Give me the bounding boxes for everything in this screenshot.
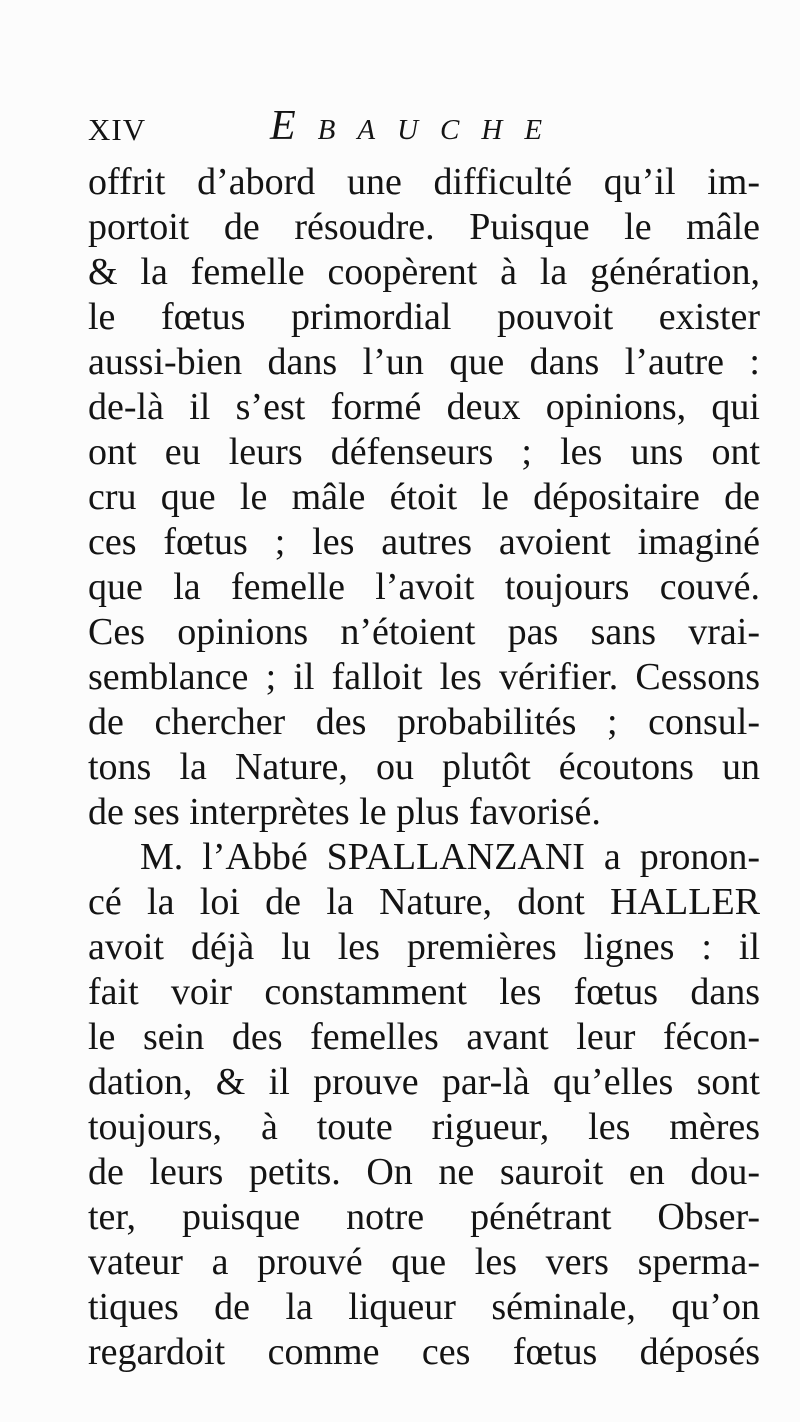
running-title-rest: BAUCHE [317,114,565,146]
text-line: semblance ; il falloit les vérifier. Cessons [88,656,760,698]
text-line: toujours, à toute rigueur, les mères [88,1106,760,1148]
text-line: le fœtus primordial pouvoit exister [88,296,760,338]
text-line: cé la loi de la Nature, dont HALLER [88,881,760,923]
text-line: aussi-bien dans l’un que dans l’autre : [88,341,760,383]
text-line: regardoit comme ces fœtus déposés [88,1331,760,1373]
text-line: offrit d’abord une difficulté qu’il im- [88,161,760,203]
running-header [88,98,778,158]
running-title-initial: E [270,103,318,149]
text-line: cru que le mâle étoit le dépositaire de [88,476,760,518]
text-line: que la femelle l’avoit toujours couvé. [88,566,760,608]
text-line: ter, puisque notre pénétrant Obser- [88,1196,760,1238]
text-line: de leurs petits. On ne sauroit en dou- [88,1151,760,1193]
running-title [270,102,564,150]
text-line: le sein des femelles avant leur fécon- [88,1016,760,1058]
text-line: vateur a prouvé que les vers sperma- [88,1241,760,1283]
text-line: de-là il s’est formé deux opinions, qui [88,386,760,428]
text-line: de chercher des probabilités ; consul- [88,701,760,743]
text-line: & la femelle coopèrent à la génération, [88,251,760,293]
text-line: dation, & il prouve par-là qu’elles sont [88,1061,760,1103]
text-line: tiques de la liqueur séminale, qu’on [88,1286,760,1328]
body-text [88,160,760,1375]
text-line: portoit de résoudre. Puisque le mâle [88,206,760,248]
text-line: ces fœtus ; les autres avoient imaginé [88,521,760,563]
page-number: XIV [88,112,147,147]
text-line: Ces opinions n’étoient pas sans vrai- [88,611,760,653]
text-line: fait voir constamment les fœtus dans [88,971,760,1013]
text-line: ont eu leurs défenseurs ; les uns ont [88,431,760,473]
text-line: avoit déjà lu les premières lignes : il [88,926,760,968]
text-line: tons la Nature, ou plutôt écoutons un [88,746,760,788]
text-line: M. l’Abbé SPALLANZANI a pronon- [140,836,760,878]
text-line: de ses interprètes le plus favorisé. [88,791,601,833]
